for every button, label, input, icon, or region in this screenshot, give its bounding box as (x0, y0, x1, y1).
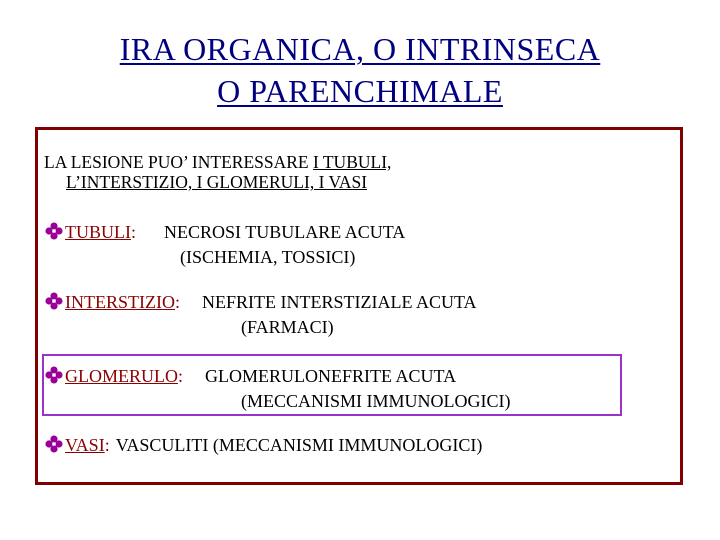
item-colon: : (174, 292, 180, 312)
item-key: TUBULI (65, 222, 131, 242)
item-key: VASI (65, 435, 105, 455)
item-subtext: (ISCHEMIA, TOSSICI) (180, 247, 356, 267)
item-key: INTERSTIZIO (65, 292, 175, 312)
diamond-bullet-icon (45, 292, 63, 310)
list-item-tubuli (45, 220, 405, 244)
title-line-1: IRA ORGANICA, O INTRINSECA (119, 31, 601, 67)
title-line-2: O PARENCHIMALE (217, 73, 503, 109)
item-colon: : (178, 366, 184, 386)
slide-title (0, 28, 720, 112)
list-item-glomerulo (45, 364, 456, 388)
diamond-bullet-icon (45, 435, 63, 453)
item-key: GLOMERULO (65, 366, 178, 386)
intro-line-2: L’INTERSTIZIO, I GLOMERULI, I VASI (66, 172, 368, 192)
item-description: NEFRITE INTERSTIZIALE ACUTA (202, 292, 477, 312)
list-item-interstizio (45, 290, 477, 314)
item-description: NECROSI TUBULARE ACUTA (164, 222, 406, 242)
intro-line-1: LA LESIONE PUO’ INTERESSARE (44, 152, 313, 172)
intro-line-1-underlined: I TUBULI, (312, 152, 392, 172)
list-item-vasi (45, 433, 482, 457)
item-colon: : (131, 222, 137, 242)
item-description: GLOMERULONEFRITE ACUTA (205, 366, 457, 386)
diamond-bullet-icon (45, 366, 63, 384)
diamond-bullet-icon (45, 222, 63, 240)
item-colon: : (104, 435, 110, 455)
item-description: VASCULITI (MECCANISMI IMMUNOLOGICI) (115, 435, 483, 455)
intro-text (44, 152, 391, 192)
item-subtext: (MECCANISMI IMMUNOLOGICI) (241, 391, 511, 411)
item-subtext: (FARMACI) (241, 317, 334, 337)
